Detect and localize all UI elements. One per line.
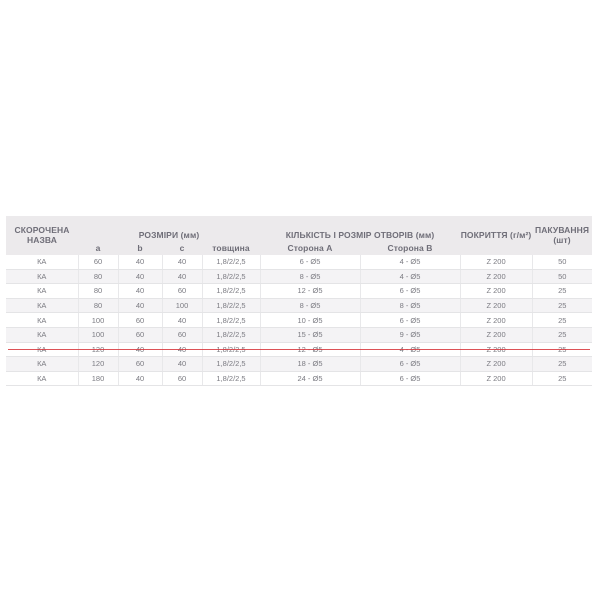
header-holes-group: КІЛЬКІСТЬ І РОЗМІР ОТВОРІВ (мм) <box>260 216 460 241</box>
cell-b: 40 <box>118 269 162 284</box>
cell-a: 100 <box>78 327 118 342</box>
cell-thickness: 1,8/2/2,5 <box>202 298 260 313</box>
cell-coating: Z 200 <box>460 284 532 299</box>
cell-a: 120 <box>78 357 118 372</box>
header-packing: ПАКУВАННЯ (шт) <box>532 216 592 255</box>
cell-side-b: 4 - Ø5 <box>360 269 460 284</box>
cell-coating: Z 200 <box>460 255 532 269</box>
cell-thickness: 1,8/2/2,5 <box>202 269 260 284</box>
cell-short-name: КА <box>6 269 78 284</box>
table-row <box>6 313 592 328</box>
cell-a: 100 <box>78 313 118 328</box>
cell-c: 100 <box>162 298 202 313</box>
cell-coating: Z 200 <box>460 269 532 284</box>
cell-short-name: КА <box>6 255 78 269</box>
cell-side-a: 6 - Ø5 <box>260 255 360 269</box>
header-col-a: a <box>78 241 118 255</box>
cell-packing: 25 <box>532 371 592 386</box>
cell-side-b: 6 - Ø5 <box>360 357 460 372</box>
header-row-top <box>6 216 592 241</box>
cell-packing: 25 <box>532 357 592 372</box>
cell-b: 40 <box>118 284 162 299</box>
cell-c: 60 <box>162 327 202 342</box>
header-coating: ПОКРИТТЯ (г/м²) <box>460 216 532 255</box>
cell-b: 40 <box>118 255 162 269</box>
cell-side-a: 12 - Ø5 <box>260 284 360 299</box>
cell-short-name: КА <box>6 371 78 386</box>
cell-short-name: КА <box>6 357 78 372</box>
cell-coating: Z 200 <box>460 298 532 313</box>
cell-c: 40 <box>162 269 202 284</box>
cell-c: 60 <box>162 371 202 386</box>
cell-short-name: КА <box>6 327 78 342</box>
cell-thickness: 1,8/2/2,5 <box>202 327 260 342</box>
product-spec-table <box>6 216 592 386</box>
cell-a: 80 <box>78 298 118 313</box>
table-row <box>6 357 592 372</box>
cell-coating: Z 200 <box>460 327 532 342</box>
cell-thickness: 1,8/2/2,5 <box>202 357 260 372</box>
header-col-side-b: Сторона В <box>360 241 460 255</box>
cell-packing: 25 <box>532 284 592 299</box>
header-col-b: b <box>118 241 162 255</box>
cell-packing: 50 <box>532 255 592 269</box>
cell-packing: 25 <box>532 313 592 328</box>
cell-side-b: 8 - Ø5 <box>360 298 460 313</box>
header-sizes-group: РОЗМІРИ (мм) <box>78 216 260 241</box>
cell-thickness: 1,8/2/2,5 <box>202 255 260 269</box>
cell-thickness: 1,8/2/2,5 <box>202 313 260 328</box>
cell-b: 40 <box>118 371 162 386</box>
cell-b: 60 <box>118 327 162 342</box>
header-short-name: СКОРОЧЕНА НАЗВА <box>6 216 78 255</box>
cell-c: 40 <box>162 357 202 372</box>
cell-a: 80 <box>78 284 118 299</box>
cell-c: 40 <box>162 255 202 269</box>
cell-packing: 25 <box>532 327 592 342</box>
cell-coating: Z 200 <box>460 313 532 328</box>
table-row <box>6 284 592 299</box>
header-col-c: c <box>162 241 202 255</box>
cell-c: 60 <box>162 284 202 299</box>
cell-side-a: 8 - Ø5 <box>260 269 360 284</box>
cell-b: 40 <box>118 298 162 313</box>
header-col-side-a: Сторона А <box>260 241 360 255</box>
cell-a: 80 <box>78 269 118 284</box>
cell-thickness: 1,8/2/2,5 <box>202 371 260 386</box>
cell-side-b: 6 - Ø5 <box>360 284 460 299</box>
table-row <box>6 327 592 342</box>
cell-short-name: КА <box>6 313 78 328</box>
table-row <box>6 371 592 386</box>
table-row <box>6 255 592 269</box>
header-col-thickness: товщина <box>202 241 260 255</box>
cell-short-name: КА <box>6 284 78 299</box>
cell-side-b: 4 - Ø5 <box>360 255 460 269</box>
highlight-line <box>8 349 590 350</box>
table-header <box>6 216 592 255</box>
cell-a: 60 <box>78 255 118 269</box>
cell-packing: 25 <box>532 298 592 313</box>
cell-thickness: 1,8/2/2,5 <box>202 284 260 299</box>
cell-side-a: 18 - Ø5 <box>260 357 360 372</box>
cell-side-a: 15 - Ø5 <box>260 327 360 342</box>
table-body <box>6 255 592 386</box>
table-row <box>6 269 592 284</box>
table-row <box>6 298 592 313</box>
cell-b: 60 <box>118 313 162 328</box>
product-spec-table-container <box>6 216 592 386</box>
cell-side-b: 6 - Ø5 <box>360 313 460 328</box>
cell-packing: 50 <box>532 269 592 284</box>
cell-side-a: 8 - Ø5 <box>260 298 360 313</box>
cell-coating: Z 200 <box>460 357 532 372</box>
cell-side-a: 24 - Ø5 <box>260 371 360 386</box>
cell-short-name: КА <box>6 298 78 313</box>
cell-side-b: 9 - Ø5 <box>360 327 460 342</box>
cell-coating: Z 200 <box>460 371 532 386</box>
cell-side-b: 6 - Ø5 <box>360 371 460 386</box>
cell-b: 60 <box>118 357 162 372</box>
cell-side-a: 10 - Ø5 <box>260 313 360 328</box>
cell-a: 180 <box>78 371 118 386</box>
cell-c: 40 <box>162 313 202 328</box>
